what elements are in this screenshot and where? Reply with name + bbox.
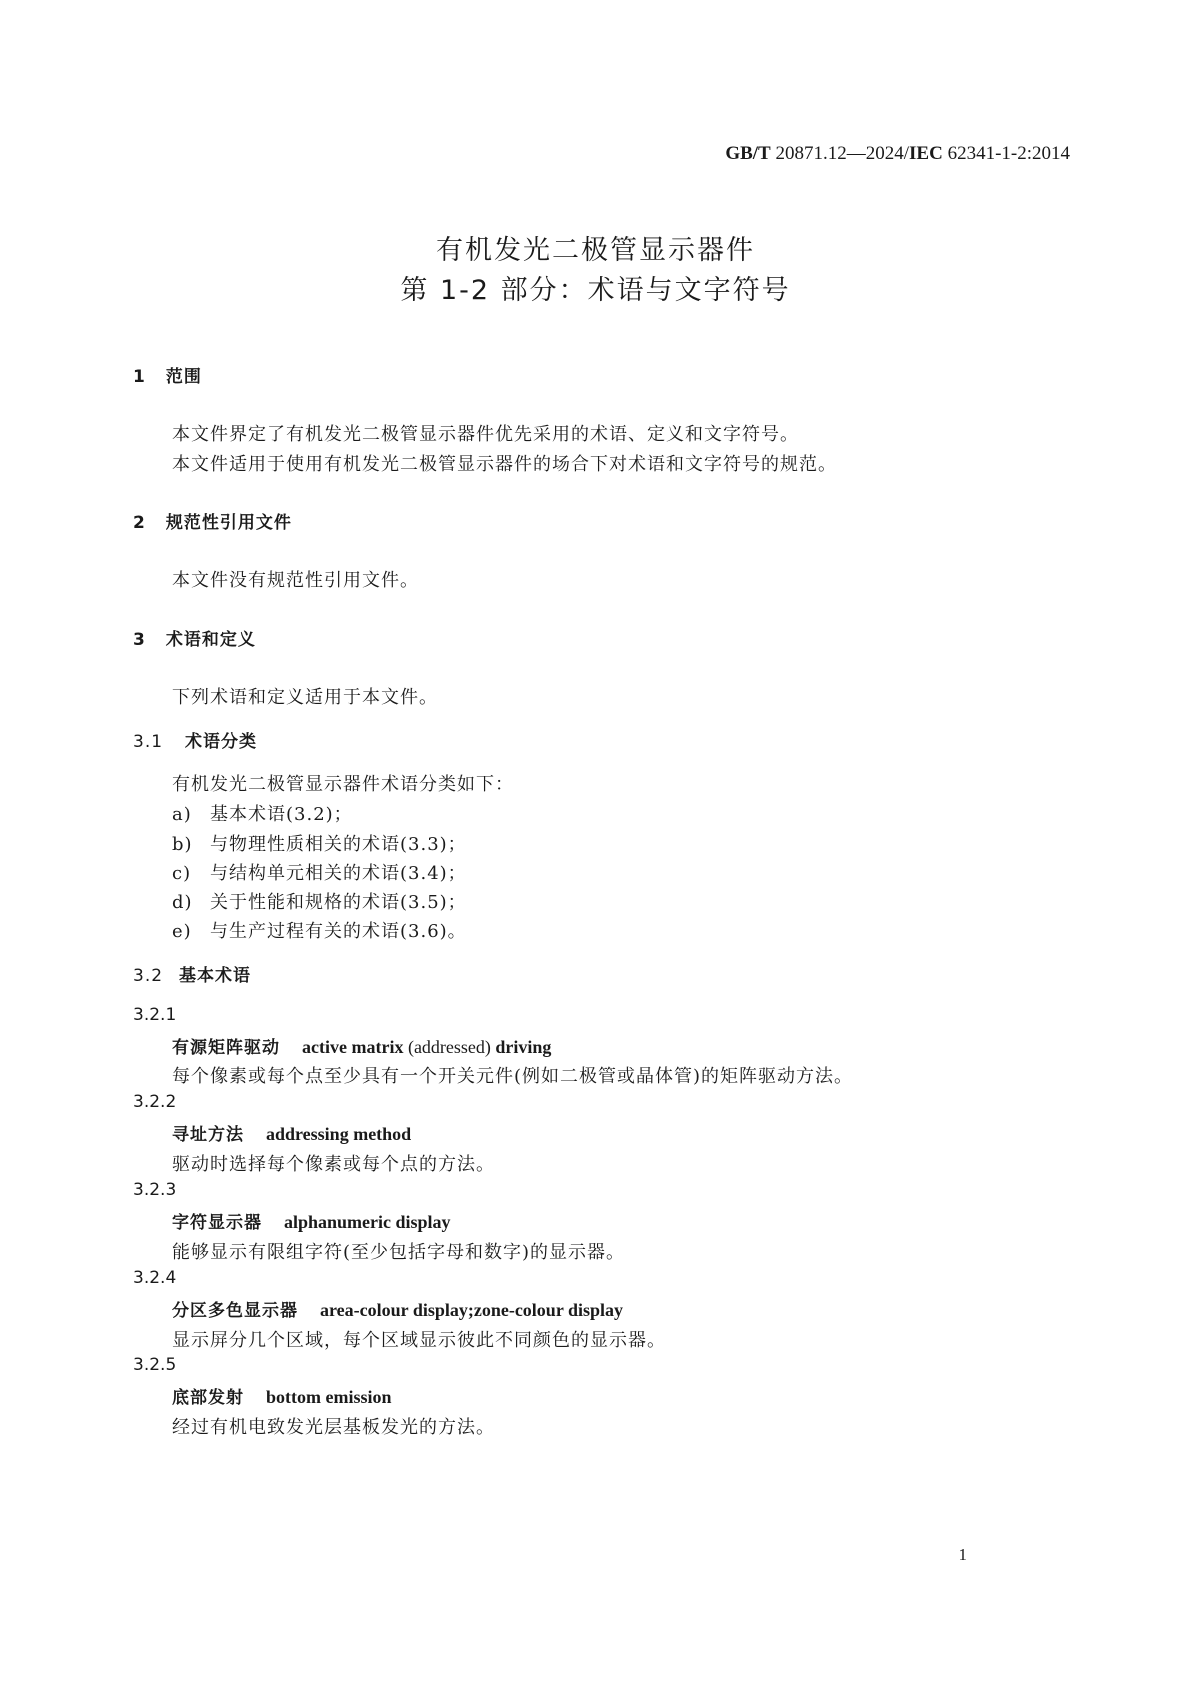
section-3-1-heading <box>133 727 257 752</box>
section-title: 术语分类 <box>185 732 258 752</box>
term-number: 3.2.2 <box>133 1092 177 1112</box>
section-number: 2 <box>133 513 146 533</box>
section-number: 3.2 <box>133 966 164 986</box>
list-text: 基本术语(3.2)； <box>210 804 353 825</box>
list-text: 与生产过程有关的术语(3.6)。 <box>210 921 467 942</box>
list-item <box>172 888 467 914</box>
term-number: 3.2.4 <box>133 1268 177 1288</box>
section-number: 3.1 <box>133 732 164 752</box>
term-english <box>302 1037 551 1057</box>
term-english-part: active matrix <box>302 1037 408 1057</box>
paragraph: 本文件适用于使用有机发光二极管显示器件的场合下对术语和文字符号的规范。 <box>172 454 837 475</box>
term-english: alphanumeric display <box>284 1212 451 1232</box>
section-title: 规范性引用文件 <box>165 513 292 533</box>
section-title: 范围 <box>165 367 202 387</box>
term-chinese: 分区多色显示器 <box>172 1301 298 1321</box>
term-english: addressing method <box>266 1124 412 1144</box>
term-definition: 经过有机电致发光层基板发光的方法。 <box>172 1417 495 1438</box>
term-chinese: 字符显示器 <box>172 1213 262 1233</box>
list-item <box>172 830 467 856</box>
term-chinese: 寻址方法 <box>172 1125 244 1145</box>
section-1-heading <box>133 362 202 387</box>
term-definition: 每个像素或每个点至少具有一个开关元件(例如二极管或晶体管)的矩阵驱动方法。 <box>172 1066 854 1087</box>
paragraph: 本文件界定了有机发光二极管显示器件优先采用的术语、定义和文字符号。 <box>172 424 799 445</box>
list-item <box>172 917 467 943</box>
term-number: 3.2.1 <box>133 1005 177 1025</box>
term-english-part: driving <box>490 1037 552 1057</box>
document-title-line1: 有机发光二极管显示器件 <box>436 235 755 266</box>
term-number: 3.2.5 <box>133 1355 177 1375</box>
page-number: 1 <box>958 1545 967 1564</box>
term-heading <box>172 1208 451 1233</box>
section-title: 基本术语 <box>179 966 252 986</box>
list-marker: e) <box>172 921 192 942</box>
section-3-2-heading <box>133 961 251 986</box>
term-heading <box>172 1383 392 1408</box>
term-english: area-colour display;zone-colour display <box>320 1300 624 1320</box>
term-chinese: 底部发射 <box>172 1388 244 1408</box>
list-marker: c) <box>172 863 192 884</box>
standard-number-header <box>725 143 1070 165</box>
list-text: 与结构单元相关的术语(3.4)； <box>210 863 467 884</box>
list-marker: a) <box>172 804 192 825</box>
paragraph: 下列术语和定义适用于本文件。 <box>172 687 438 708</box>
term-definition: 驱动时选择每个像素或每个点的方法。 <box>172 1154 495 1175</box>
term-heading <box>172 1120 411 1145</box>
term-chinese: 有源矩阵驱动 <box>172 1038 280 1058</box>
section-number: 1 <box>133 367 146 387</box>
iec-number: 62341-1-2:2014 <box>942 143 1070 164</box>
section-2-heading <box>133 508 292 533</box>
term-definition: 能够显示有限组字符(至少包括字母和数字)的显示器。 <box>172 1242 626 1263</box>
section-number: 3 <box>133 630 146 650</box>
document-title-line2: 第 1-2 部分：术语与文字符号 <box>400 275 791 306</box>
term-definition: 显示屏分几个区域，每个区域显示彼此不同颜色的显示器。 <box>172 1330 666 1351</box>
list-marker: b) <box>172 834 193 855</box>
list-marker: d) <box>172 892 193 913</box>
list-text: 关于性能和规格的术语(3.5)； <box>210 892 467 913</box>
iec-prefix: IEC <box>909 143 943 164</box>
paragraph: 本文件没有规范性引用文件。 <box>172 570 419 591</box>
list-item <box>172 800 353 826</box>
term-english-qualifier: (addressed) <box>407 1037 491 1057</box>
term-heading <box>172 1033 551 1058</box>
section-title: 术语和定义 <box>165 630 256 650</box>
list-text: 与物理性质相关的术语(3.3)； <box>210 834 467 855</box>
term-english: bottom emission <box>266 1387 392 1407</box>
list-item <box>172 859 467 885</box>
list-intro: 有机发光二极管显示器件术语分类如下： <box>172 774 514 795</box>
std-prefix: GB/T <box>725 143 771 164</box>
std-number: 20871.12—2024/ <box>770 143 910 164</box>
term-number: 3.2.3 <box>133 1180 177 1200</box>
section-3-heading <box>133 625 256 650</box>
term-heading <box>172 1296 623 1321</box>
